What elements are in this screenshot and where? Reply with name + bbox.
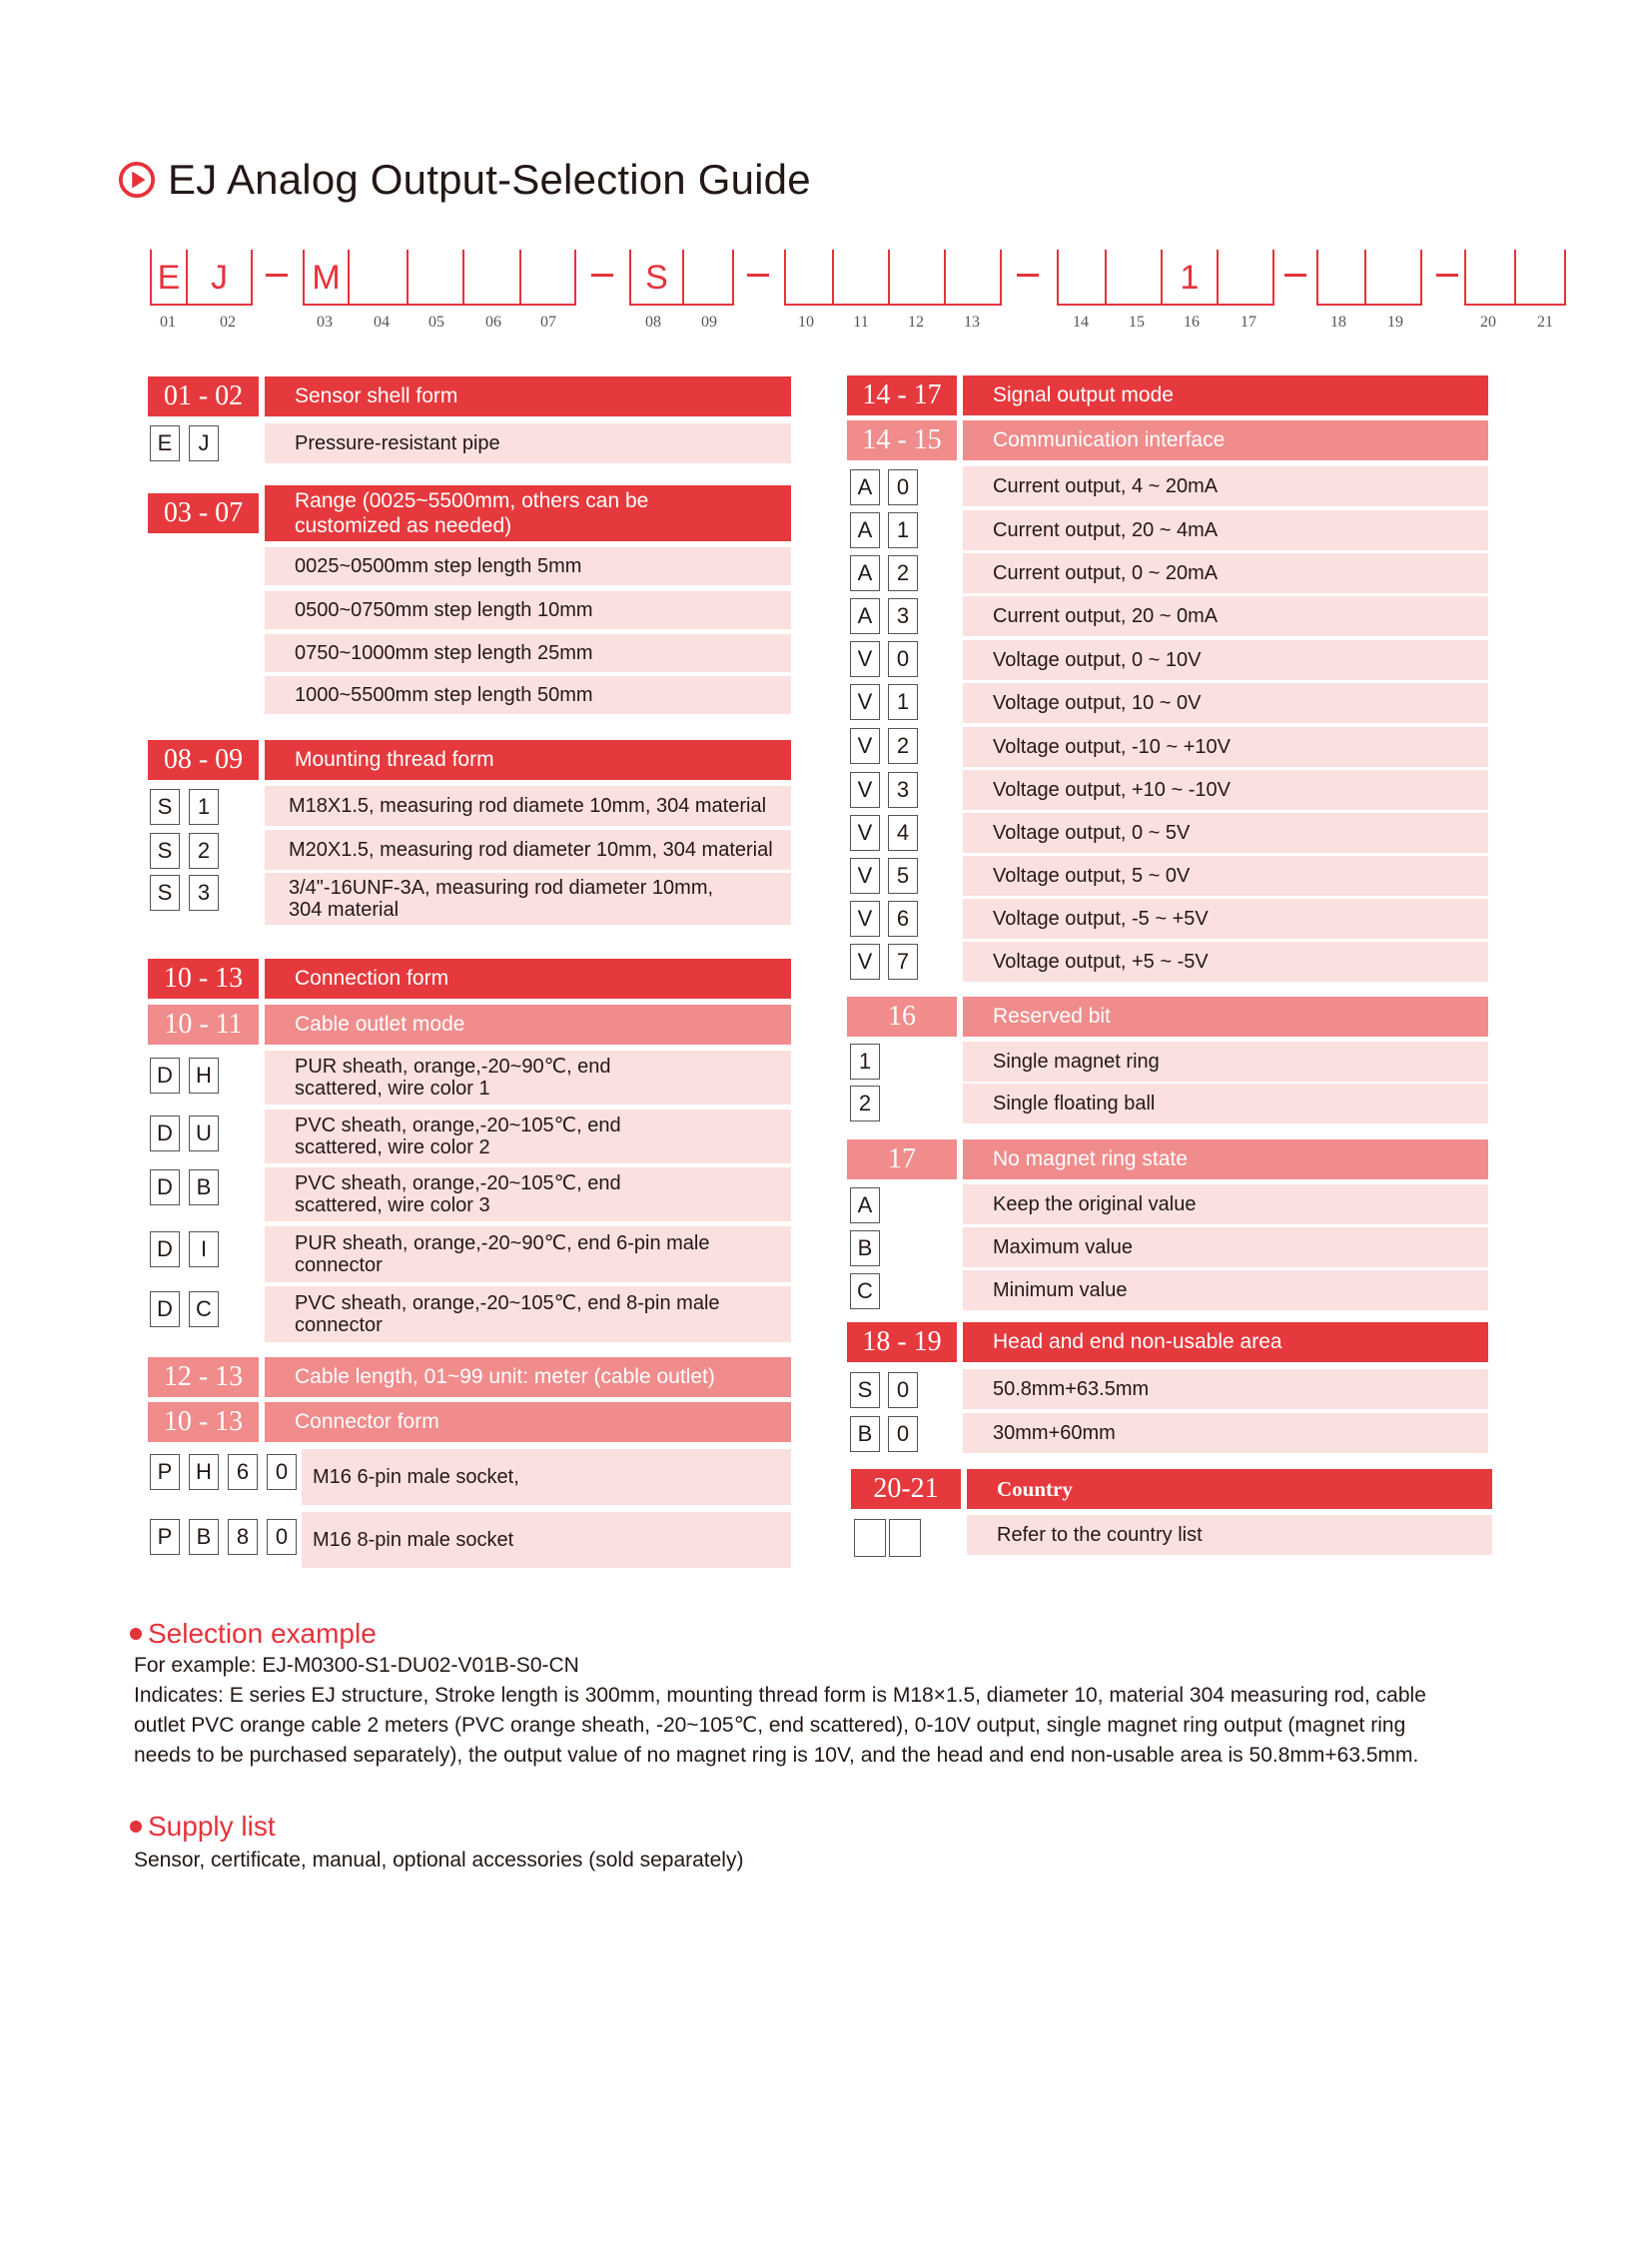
section-title-country: Country: [967, 1469, 1492, 1509]
page-title: EJ Analog Output-Selection Guide: [168, 156, 811, 203]
section-code-comm-interface: 14 - 15: [847, 420, 957, 460]
option-row: [963, 1270, 1488, 1310]
option-row: [265, 591, 791, 629]
option-row: [963, 553, 1488, 593]
code-cell: 2: [850, 1086, 880, 1121]
option-text-line-2: scattered, wire color 2: [295, 1136, 490, 1158]
code-box-16: 1: [1163, 250, 1219, 306]
section-code-country: 20-21: [851, 1469, 961, 1509]
section-code-connector-form: 10 - 13: [148, 1402, 259, 1442]
option-row: [265, 547, 791, 585]
option-row: [963, 1184, 1488, 1224]
option-text: Voltage output, -5 ~ +5V: [993, 907, 1209, 930]
code-cell: H: [189, 1058, 219, 1094]
position-number: 08: [645, 314, 661, 331]
section-code-head-end: 18 - 19: [847, 1322, 957, 1362]
code-dash: [266, 274, 288, 277]
position-number: 12: [908, 314, 924, 331]
supply-list-title: Supply list: [148, 1811, 276, 1842]
position-number: 18: [1330, 314, 1346, 331]
position-number: 13: [964, 314, 980, 331]
position-number: 01: [160, 314, 176, 331]
position-number: 06: [485, 314, 501, 331]
code-box-08: S: [629, 250, 684, 306]
option-row: [963, 770, 1488, 810]
section-code-range: 03 - 07: [148, 493, 259, 533]
section-code-cable-outlet: 10 - 11: [148, 1005, 259, 1045]
option-text-line-1: PVC sheath, orange,-20~105℃, end: [295, 1115, 621, 1136]
code-dash: [747, 274, 769, 277]
bullet-icon: [130, 1821, 142, 1833]
code-cell: D: [150, 1231, 180, 1267]
selection-example-line: For example: EJ-M0300-S1-DU02-V01B-S0-CN: [134, 1654, 579, 1677]
code-cell: B: [189, 1169, 219, 1205]
code-cell: V: [850, 772, 880, 808]
code-cell: S: [150, 833, 180, 869]
option-text: Current output, 4 ~ 20mA: [993, 474, 1219, 497]
position-number: 04: [374, 314, 390, 331]
option-text: Current output, 20 ~ 4mA: [993, 518, 1219, 541]
selection-example-heading: [130, 1616, 377, 1652]
code-cell: H: [189, 1454, 219, 1490]
option-text: Voltage output, 0 ~ 10V: [993, 648, 1202, 671]
code-cell: J: [189, 425, 219, 461]
option-text: Voltage output, +5 ~ -5V: [993, 950, 1209, 973]
option-text: Single magnet ring: [993, 1050, 1160, 1073]
option-row: [963, 899, 1488, 939]
code-cell: 0: [888, 1416, 918, 1452]
section-title-comm-interface: Communication interface: [963, 420, 1488, 460]
code-cell: B: [850, 1416, 880, 1452]
code-box-10: [784, 250, 834, 306]
option-row: [963, 640, 1488, 680]
code-cell: 6: [888, 901, 918, 937]
code-cell: S: [150, 875, 180, 911]
option-row: [265, 786, 791, 826]
code-cell: D: [150, 1291, 180, 1327]
code-box-01: E: [150, 250, 188, 306]
option-row: [963, 942, 1488, 982]
code-cell: V: [850, 684, 880, 720]
code-box-02: J: [188, 250, 253, 306]
option-row: [963, 1084, 1488, 1123]
option-row: [963, 596, 1488, 636]
code-cell: 8: [228, 1519, 258, 1555]
code-box-17: [1219, 250, 1274, 306]
option-text: Current output, 20 ~ 0mA: [993, 604, 1219, 627]
code-cell: 3: [888, 772, 918, 808]
range-label-line-2: customized as needed): [295, 514, 512, 537]
code-box-03: M: [303, 250, 350, 306]
code-cell: 5: [888, 858, 918, 894]
option-text: M18X1.5, measuring rod diamete 10mm, 304 material: [289, 794, 767, 817]
option-text: Current output, 0 ~ 20mA: [993, 561, 1219, 584]
option-row: [265, 1110, 791, 1163]
option-row: [963, 1413, 1488, 1453]
section-title-sensor-shell: Sensor shell form: [265, 376, 791, 416]
code-cell: 0: [888, 469, 918, 505]
code-box-05: [409, 250, 464, 306]
code-cell: 1: [888, 684, 918, 720]
code-cell: S: [150, 789, 180, 825]
section-title-cable-length: Cable length, 01~99 unit: meter (cable outlet): [265, 1357, 791, 1397]
option-text: M20X1.5, measuring rod diameter 10mm, 304 material: [289, 838, 773, 861]
code-cell: D: [150, 1169, 180, 1205]
option-row: [963, 727, 1488, 767]
option-text: Voltage output, +10 ~ -10V: [993, 778, 1231, 801]
option-row: [963, 1369, 1488, 1409]
position-number: 07: [540, 314, 556, 331]
code-cell: 7: [888, 944, 918, 980]
option-row: [265, 1286, 791, 1342]
code-cell: B: [189, 1519, 219, 1555]
code-box-14: [1057, 250, 1107, 306]
selection-example-line: outlet PVC orange cable 2 meters (PVC orange sheath, -20~105℃, end scattered), 0-10V output, single magnet ring output (magnet ring: [134, 1714, 1406, 1737]
code-cell: V: [850, 728, 880, 764]
code-cell: V: [850, 901, 880, 937]
position-number: 20: [1480, 314, 1496, 331]
option-row: [265, 634, 791, 672]
section-code-connection: 10 - 13: [148, 959, 259, 999]
option-row: [265, 423, 791, 463]
option-text: Single floating ball: [993, 1092, 1156, 1115]
option-text-line-2: scattered, wire color 3: [295, 1194, 490, 1216]
option-text: Voltage output, 0 ~ 5V: [993, 821, 1191, 844]
option-row: [963, 510, 1488, 550]
code-cell: 1: [888, 512, 918, 548]
selection-example-title: Selection example: [148, 1618, 377, 1649]
code-cell-empty: [889, 1519, 921, 1557]
option-text: Pressure-resistant pipe: [295, 431, 500, 454]
code-cell: 2: [189, 833, 219, 869]
option-row: [963, 1042, 1488, 1082]
code-box-06: [464, 250, 521, 306]
option-row: [963, 466, 1488, 506]
code-cell: 0: [888, 641, 918, 677]
option-row: [265, 1167, 791, 1221]
option-row: [265, 873, 791, 925]
code-cell: 1: [850, 1044, 880, 1080]
code-cell: C: [189, 1291, 219, 1327]
play-circle-icon: [118, 161, 156, 199]
code-cell: V: [850, 641, 880, 677]
code-box-21: [1516, 250, 1566, 306]
option-text: Keep the original value: [993, 1192, 1197, 1215]
section-code-no-magnet: 17: [847, 1139, 957, 1179]
code-cell: S: [850, 1372, 880, 1408]
position-number: 03: [317, 314, 333, 331]
option-text-line-2: 304 material: [289, 899, 400, 921]
code-box-09: [684, 250, 734, 306]
option-text-line-1: 3/4"-16UNF-3A, measuring rod diameter 10mm,: [289, 877, 714, 899]
option-row: [967, 1515, 1492, 1555]
code-box-15: [1107, 250, 1163, 306]
code-box-12: [890, 250, 946, 306]
option-text: M16 8-pin male socket: [313, 1528, 514, 1551]
section-title-cable-outlet: Cable outlet mode: [265, 1005, 791, 1045]
section-code-reserved-bit: 16: [847, 997, 957, 1037]
code-cell: 0: [888, 1372, 918, 1408]
section-title-signal-output: Signal output mode: [963, 375, 1488, 415]
option-text-line-1: PVC sheath, orange,-20~105℃, end 8-pin male: [295, 1292, 720, 1314]
position-number: 11: [853, 314, 869, 331]
section-code-signal-output: 14 - 17: [847, 375, 957, 415]
code-cell: B: [850, 1230, 880, 1266]
option-text: Voltage output, 5 ~ 0V: [993, 864, 1191, 887]
position-number: 16: [1184, 314, 1200, 331]
code-cell: I: [189, 1231, 219, 1267]
option-text: 1000~5500mm step length 50mm: [295, 683, 593, 706]
code-cell: 3: [189, 875, 219, 911]
option-row: [963, 683, 1488, 723]
code-cell: V: [850, 858, 880, 894]
position-number: 10: [798, 314, 814, 331]
option-row: [265, 676, 791, 714]
option-row: [302, 1449, 791, 1505]
supply-list-body: Sensor, certificate, manual, optional accessories (sold separately): [134, 1849, 744, 1871]
option-text-line-1: PUR sheath, orange,-20~90℃, end 6-pin male: [295, 1232, 710, 1254]
code-cell: U: [189, 1116, 219, 1151]
option-text-line-2: connector: [295, 1254, 383, 1276]
code-cell: 2: [888, 555, 918, 591]
option-text-line-2: scattered, wire color 1: [295, 1078, 490, 1100]
code-cell: 3: [888, 598, 918, 634]
option-text: 0500~0750mm step length 10mm: [295, 598, 593, 621]
option-text: Voltage output, -10 ~ +10V: [993, 735, 1231, 758]
code-box-13: [946, 250, 1002, 306]
code-cell: P: [150, 1454, 180, 1490]
code-dash: [1436, 274, 1458, 277]
code-dash: [591, 274, 613, 277]
position-number: 19: [1387, 314, 1403, 331]
option-text: 50.8mm+63.5mm: [993, 1377, 1150, 1400]
section-title-connection: Connection form: [265, 959, 791, 999]
title-block: [118, 152, 811, 208]
section-title-head-end: Head and end non-usable area: [963, 1322, 1488, 1362]
code-cell: D: [150, 1116, 180, 1151]
supply-list-heading: [130, 1809, 276, 1845]
code-cell: 6: [228, 1454, 258, 1490]
section-title-no-magnet: No magnet ring state: [963, 1139, 1488, 1179]
section-title-reserved-bit: Reserved bit: [963, 997, 1488, 1037]
section-code-cable-length: 12 - 13: [148, 1357, 259, 1397]
code-cell: E: [150, 425, 180, 461]
option-row: [302, 1512, 791, 1568]
code-cell: C: [850, 1273, 880, 1309]
option-row: [963, 856, 1488, 896]
code-box-20: [1464, 250, 1516, 306]
code-cell: 1: [189, 789, 219, 825]
range-label-line-1: Range (0025~5500mm, others can be: [295, 489, 649, 512]
option-text: Minimum value: [993, 1278, 1128, 1301]
option-text: M16 6-pin male socket,: [313, 1465, 519, 1488]
code-dash: [1284, 274, 1306, 277]
option-text-line-1: PVC sheath, orange,-20~105℃, end: [295, 1172, 621, 1194]
option-row: [265, 830, 791, 870]
option-text: 30mm+60mm: [993, 1421, 1116, 1444]
position-number: 02: [220, 314, 236, 331]
option-text: Refer to the country list: [997, 1523, 1203, 1546]
code-cell: V: [850, 815, 880, 851]
section-title-connector-form: Connector form: [265, 1402, 791, 1442]
option-text: 0025~0500mm step length 5mm: [295, 554, 582, 577]
code-cell: P: [150, 1519, 180, 1555]
position-number: 15: [1129, 314, 1145, 331]
code-cell: A: [850, 598, 880, 634]
code-box-11: [834, 250, 890, 306]
code-cell: D: [150, 1058, 180, 1094]
selection-example-line: needs to be purchased separately), the output value of no magnet ring is 10V, and the head and end non-usable area is 50.8mm+63.5mm.: [134, 1744, 1419, 1767]
code-box-07: [521, 250, 576, 306]
code-cell: V: [850, 944, 880, 980]
position-number: 05: [428, 314, 444, 331]
code-box-18: [1316, 250, 1366, 306]
section-title-mounting: Mounting thread form: [265, 740, 791, 780]
code-box-19: [1366, 250, 1422, 306]
option-row: [265, 1226, 791, 1282]
section-code-sensor-shell: 01 - 02: [148, 376, 259, 416]
option-row: [963, 813, 1488, 853]
code-cell: A: [850, 555, 880, 591]
option-text-line-2: connector: [295, 1314, 383, 1336]
position-number: 21: [1537, 314, 1553, 331]
code-cell: 0: [267, 1519, 297, 1555]
bullet-icon: [130, 1628, 142, 1640]
code-box-04: [350, 250, 409, 306]
code-dash: [1017, 274, 1039, 277]
code-cell: A: [850, 469, 880, 505]
position-number: 14: [1073, 314, 1089, 331]
option-text: Voltage output, 10 ~ 0V: [993, 691, 1202, 714]
code-cell: A: [850, 1187, 880, 1223]
code-cell: 4: [888, 815, 918, 851]
code-cell: 0: [267, 1454, 297, 1490]
code-cell: 2: [888, 728, 918, 764]
selection-example-body: [134, 1651, 1552, 1771]
section-title-range: [265, 485, 791, 541]
position-number: 17: [1240, 314, 1256, 331]
option-text-line-1: PUR sheath, orange,-20~90℃, end: [295, 1056, 611, 1078]
option-row: [265, 1051, 791, 1105]
option-row: [963, 1227, 1488, 1267]
option-text: Maximum value: [993, 1235, 1134, 1258]
code-cell-empty: [854, 1519, 886, 1557]
code-cell: A: [850, 512, 880, 548]
position-number: 09: [701, 314, 717, 331]
option-text: 0750~1000mm step length 25mm: [295, 641, 593, 664]
section-code-mounting: 08 - 09: [148, 740, 259, 780]
selection-example-line: Indicates: E series EJ structure, Stroke length is 300mm, mounting thread form is M18×1.5, diameter 10, material 304 measuring rod, cable: [134, 1684, 1426, 1707]
